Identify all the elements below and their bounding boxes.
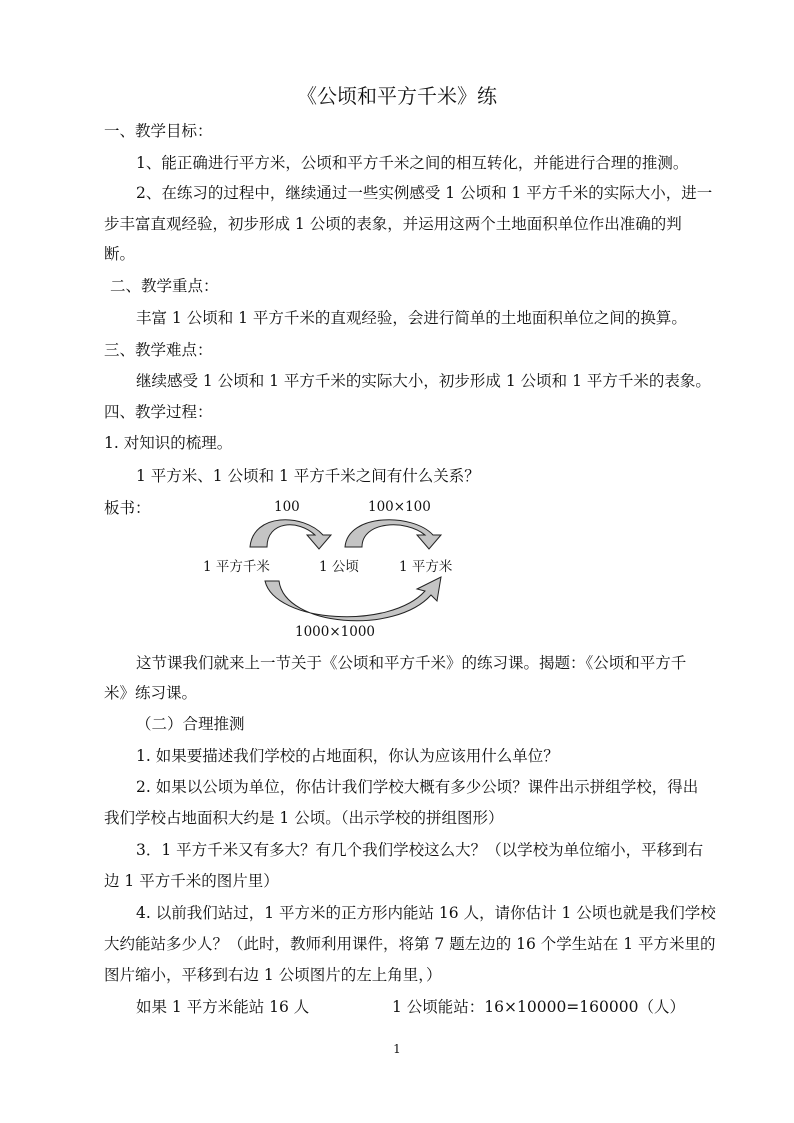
objective-1: 1、能正确进行平方米，公顷和平方千米之间的相互转化，并能进行合理的推测。 bbox=[136, 154, 689, 172]
step-1-heading: 1. 对知识的梳理。 bbox=[104, 434, 233, 452]
question-3-line-1: 3．1 平方千米又有多大？有几个我们学校这么大？（以学校为单位缩小，平移到右 bbox=[136, 841, 704, 859]
section-heading-key-points: 二、教学重点： bbox=[110, 277, 219, 295]
page-title: 《公顷和平方千米》练 bbox=[297, 84, 497, 108]
intro-line-1: 这节课我们就来上一节关于《公顷和平方千米》的练习课。揭题：《公顷和平方千 bbox=[136, 654, 687, 672]
question-4-line-2: 大约能站多少人？（此时，教师利用课件，将第 7 题左边的 16 个学生站在 1 平方米里的 bbox=[104, 935, 716, 953]
section-heading-process: 四、教学过程： bbox=[104, 403, 213, 421]
label-1000x1000: 1000×1000 bbox=[295, 624, 376, 640]
relation-question: 1 平方米、1 公顷和 1 平方千米之间有什么关系？ bbox=[136, 467, 480, 485]
question-4-line-1: 4. 以前我们站过，1 平方米的正方形内能站 16 人，请你估计 1 公顷也就是我们学校 bbox=[136, 904, 716, 922]
question-2-line-1: 2. 如果以公顷为单位，你估计我们学校大概有多少公顷？课件出示拼组学校，得出 bbox=[136, 778, 699, 796]
arrow-1000x1000 bbox=[265, 577, 441, 621]
arrow-100x100 bbox=[345, 520, 441, 549]
unit-square-kilometer: 1 平方千米 bbox=[203, 559, 270, 575]
unit-hectare: 1 公顷 bbox=[319, 559, 359, 575]
difficulties-text: 继续感受 1 公顷和 1 平方千米的实际大小，初步形成 1 公顷和 1 平方千米的表象。 bbox=[136, 372, 711, 390]
subsection-reasoning: （二）合理推测 bbox=[136, 715, 245, 733]
question-3-line-2: 边 1 平方千米的图片里） bbox=[104, 872, 279, 890]
intro-line-2: 米》练习课。 bbox=[104, 684, 198, 702]
question-1: 1. 如果要描述我们学校的占地面积，你认为应该用什么单位？ bbox=[136, 747, 559, 765]
objective-2-line-2: 步丰富直观经验，初步形成 1 公顷的表象，并运用这两个土地面积单位作出准确的判 bbox=[104, 215, 682, 233]
unit-conversion-diagram bbox=[195, 495, 480, 645]
label-100x100: 100×100 bbox=[368, 499, 431, 515]
label-100: 100 bbox=[274, 499, 300, 515]
section-heading-objectives: 一、教学目标： bbox=[104, 122, 213, 140]
objective-2-line-1: 2、在练习的过程中，继续通过一些实例感受 1 公顷和 1 平方千米的实际大小，进一 bbox=[136, 184, 713, 202]
board-label: 板书： bbox=[104, 499, 151, 517]
question-2-line-2: 我们学校占地面积大约是 1 公顷。（出示学校的拼组图形） bbox=[104, 809, 504, 827]
calc-right: 1 公顷能站：16×10000=160000（人） bbox=[392, 998, 685, 1016]
section-heading-difficulties: 三、教学难点： bbox=[104, 341, 213, 359]
unit-square-meter: 1 平方米 bbox=[399, 559, 453, 575]
arrow-100 bbox=[250, 520, 331, 549]
calc-left: 如果 1 平方米能站 16 人 bbox=[136, 998, 310, 1016]
key-points-text: 丰富 1 公顷和 1 平方千米的直观经验，会进行简单的土地面积单位之间的换算。 bbox=[136, 309, 687, 327]
question-4-line-3: 图片缩小，平移到右边 1 公顷图片的左上角里，） bbox=[104, 966, 442, 984]
objective-2-line-3: 断。 bbox=[104, 245, 136, 263]
page-number: 1 bbox=[393, 1042, 401, 1056]
